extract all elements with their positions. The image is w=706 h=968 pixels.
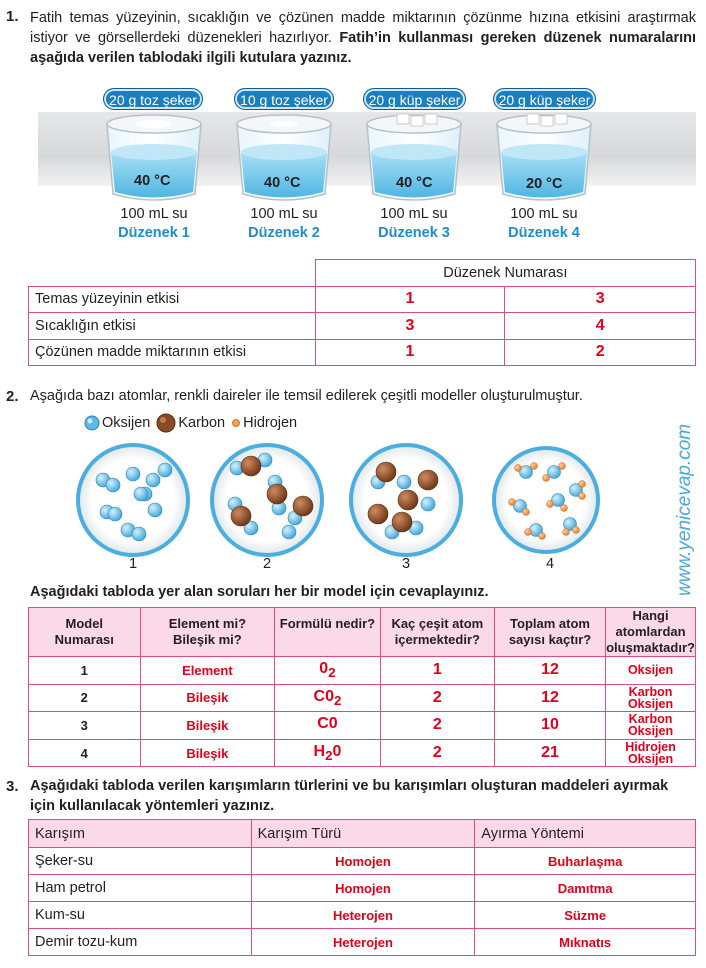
- question-3-number: 3.: [6, 778, 19, 795]
- formula-cell[interactable]: $H_20$: [275, 739, 381, 767]
- table-row: [29, 902, 696, 929]
- table-row: [29, 684, 696, 712]
- table-row: [29, 848, 696, 875]
- mixture-name: Kum-su: [29, 902, 252, 929]
- model-number: 1: [29, 657, 141, 685]
- setup-4-label: 20 g küp şeker: [493, 88, 596, 110]
- formula-cell[interactable]: $C0_2$: [275, 684, 381, 712]
- setup-1-water: 100 mL su: [120, 206, 188, 222]
- model-1: [78, 445, 188, 555]
- header-mixture: Karışım: [29, 820, 252, 848]
- question-3-text: Aşağıdaki tabloda verilen karışımların türlerini ve bu karışımları oluşturan maddeleri ayırmak için kullanılacak yöntemleri yazınız.: [30, 778, 669, 814]
- models-table: [28, 607, 696, 767]
- setup-2-label: 10 g toz şeker: [234, 88, 334, 110]
- kinds-cell[interactable]: 1: [380, 657, 494, 685]
- header-element: Element mi? Bileşik mi?: [140, 608, 275, 657]
- mixture-name: Ham petrol: [29, 875, 252, 902]
- method-cell[interactable]: Mıknatıs: [475, 929, 696, 956]
- atoms-cell[interactable]: Hidrojen Oksijen: [606, 739, 696, 767]
- header-model: Model Numarası: [29, 608, 141, 657]
- formula-cell[interactable]: C0: [275, 712, 381, 740]
- setup-2-name: Düzenek 2: [248, 225, 320, 241]
- kinds-cell[interactable]: 2: [380, 739, 494, 767]
- table-header-row: [29, 820, 696, 848]
- atoms-cell[interactable]: Oksijen: [606, 657, 696, 685]
- setup-2-caption: [219, 205, 349, 243]
- method-cell[interactable]: Buharlaşma: [475, 848, 696, 875]
- atoms-cell[interactable]: Karbon Oksijen: [606, 712, 696, 740]
- question-2-number: 2.: [6, 388, 19, 405]
- setup-4-name: Düzenek 4: [508, 225, 580, 241]
- molecule-models: [70, 436, 620, 576]
- header-mixture-type: Karışım Türü: [251, 820, 475, 848]
- svg-text:www.yenicevap.com: www.yenicevap.com: [674, 423, 695, 596]
- answer-cell[interactable]: 2: [505, 339, 696, 366]
- header-total: Toplam atom sayısı kaçtır?: [494, 608, 605, 657]
- table-row: [29, 657, 696, 685]
- mixture-name: Şeker-su: [29, 848, 252, 875]
- formula-cell[interactable]: $0_2$: [275, 657, 381, 685]
- legend-carbon: Karbon: [178, 415, 226, 431]
- legend-hydrogen: Hidrojen: [243, 415, 298, 431]
- question-2-instruction: Aşağıdaki tabloda yer alan soruları her bir model için cevaplayınız.: [30, 584, 489, 600]
- table-row: [29, 286, 696, 313]
- legend-oxygen: Oksijen: [102, 415, 151, 431]
- question-1-text: [30, 8, 696, 68]
- setup-3-label: 20 g küp şeker: [363, 88, 466, 110]
- type-cell[interactable]: Bileşik: [140, 684, 275, 712]
- question-1-intro: Fatih temas yüzeyinin, sıcaklığın ve çözünen madde miktarının çözünme hızına etkisini araştırmak istiyor ve görsellerdeki düzenekleri hazırlıyor.: [30, 10, 696, 46]
- hydrogen-atom-icon: [231, 418, 241, 428]
- type-cell[interactable]: Bileşik: [140, 712, 275, 740]
- type-cell[interactable]: Homojen: [251, 875, 475, 902]
- setup-3-temp: 40 °C: [396, 175, 433, 191]
- type-cell[interactable]: Heterojen: [251, 929, 475, 956]
- table-row: [29, 739, 696, 767]
- method-cell[interactable]: Süzme: [475, 902, 696, 929]
- row-label: Çözünen madde miktarının etkisi: [29, 339, 316, 366]
- question-1-instruction: Fatih’in kullanması gereken düzenek numaralarını aşağıda verilen tablodaki ilgili kutulara yazınız.: [30, 30, 697, 66]
- table-header-row: [29, 608, 696, 657]
- setup-2-temp: 40 °C: [264, 175, 301, 191]
- table-row: [29, 313, 696, 340]
- model-2: [212, 445, 322, 555]
- model-number: 2: [29, 684, 141, 712]
- setup-number-table: [28, 259, 696, 366]
- model-2-label: 2: [263, 556, 272, 572]
- type-cell[interactable]: Heterojen: [251, 902, 475, 929]
- answer-cell[interactable]: 1: [315, 339, 505, 366]
- mixture-name: Demir tozu-kum: [29, 929, 252, 956]
- model-3: [351, 445, 461, 555]
- setup-1-name: Düzenek 1: [118, 225, 190, 241]
- kinds-cell[interactable]: 2: [380, 684, 494, 712]
- row-label: Sıcaklığın etkisi: [29, 313, 316, 340]
- kinds-cell[interactable]: 2: [380, 712, 494, 740]
- mixtures-table: [28, 819, 696, 956]
- setup-1-caption: [89, 205, 219, 243]
- total-cell[interactable]: 10: [494, 712, 605, 740]
- header-formula: Formülü nedir?: [275, 608, 381, 657]
- setup-number-header: Düzenek Numarası: [315, 260, 695, 287]
- table-row: [29, 339, 696, 366]
- table-row: [29, 875, 696, 902]
- model-1-label: 1: [129, 556, 138, 572]
- answer-cell[interactable]: 3: [505, 286, 696, 313]
- setup-1-label: 20 g toz şeker: [103, 88, 203, 110]
- total-cell[interactable]: 21: [494, 739, 605, 767]
- table-row: [29, 929, 696, 956]
- table-row: [29, 712, 696, 740]
- setup-3-caption: [349, 205, 479, 243]
- total-cell[interactable]: 12: [494, 657, 605, 685]
- answer-cell[interactable]: 1: [315, 286, 505, 313]
- model-4: [494, 448, 598, 552]
- row-label: Temas yüzeyinin etkisi: [29, 286, 316, 313]
- model-number: 3: [29, 712, 141, 740]
- header-which: Hangi atomlardan oluşmaktadır?: [606, 608, 695, 655]
- carbon-atom-icon: [156, 413, 176, 433]
- setup-3-name: Düzenek 3: [378, 225, 450, 241]
- setup-3-water: 100 mL su: [380, 206, 448, 222]
- atoms-cell[interactable]: Karbon Oksijen: [606, 684, 696, 712]
- setup-2-water: 100 mL su: [250, 206, 318, 222]
- model-4-label: 4: [546, 556, 555, 572]
- oxygen-atom-icon: [84, 415, 100, 431]
- model-3-label: 3: [402, 556, 411, 572]
- type-cell[interactable]: Element: [140, 657, 275, 685]
- atom-legend: [84, 413, 297, 433]
- setup-4-water: 100 mL su: [510, 206, 578, 222]
- model-number: 4: [29, 739, 141, 767]
- header-method: Ayırma Yöntemi: [475, 820, 696, 848]
- setup-1-temp: 40 °C: [134, 173, 171, 189]
- setup-4-caption: [479, 205, 609, 243]
- type-cell[interactable]: Bileşik: [140, 739, 275, 767]
- watermark: [668, 378, 698, 598]
- answer-cell[interactable]: 4: [505, 313, 696, 340]
- setup-4-temp: 20 °C: [526, 176, 563, 192]
- type-cell[interactable]: Homojen: [251, 848, 475, 875]
- question-1-number: 1.: [6, 8, 19, 25]
- question-2-text: Aşağıda bazı atomlar, renkli daireler ile temsil edilerek çeşitli modeller oluşturulmuştur.: [30, 388, 583, 404]
- answer-cell[interactable]: 3: [315, 313, 505, 340]
- method-cell[interactable]: Damıtma: [475, 875, 696, 902]
- header-kinds: Kaç çeşit atom içermektedir?: [380, 608, 494, 657]
- total-cell[interactable]: 12: [494, 684, 605, 712]
